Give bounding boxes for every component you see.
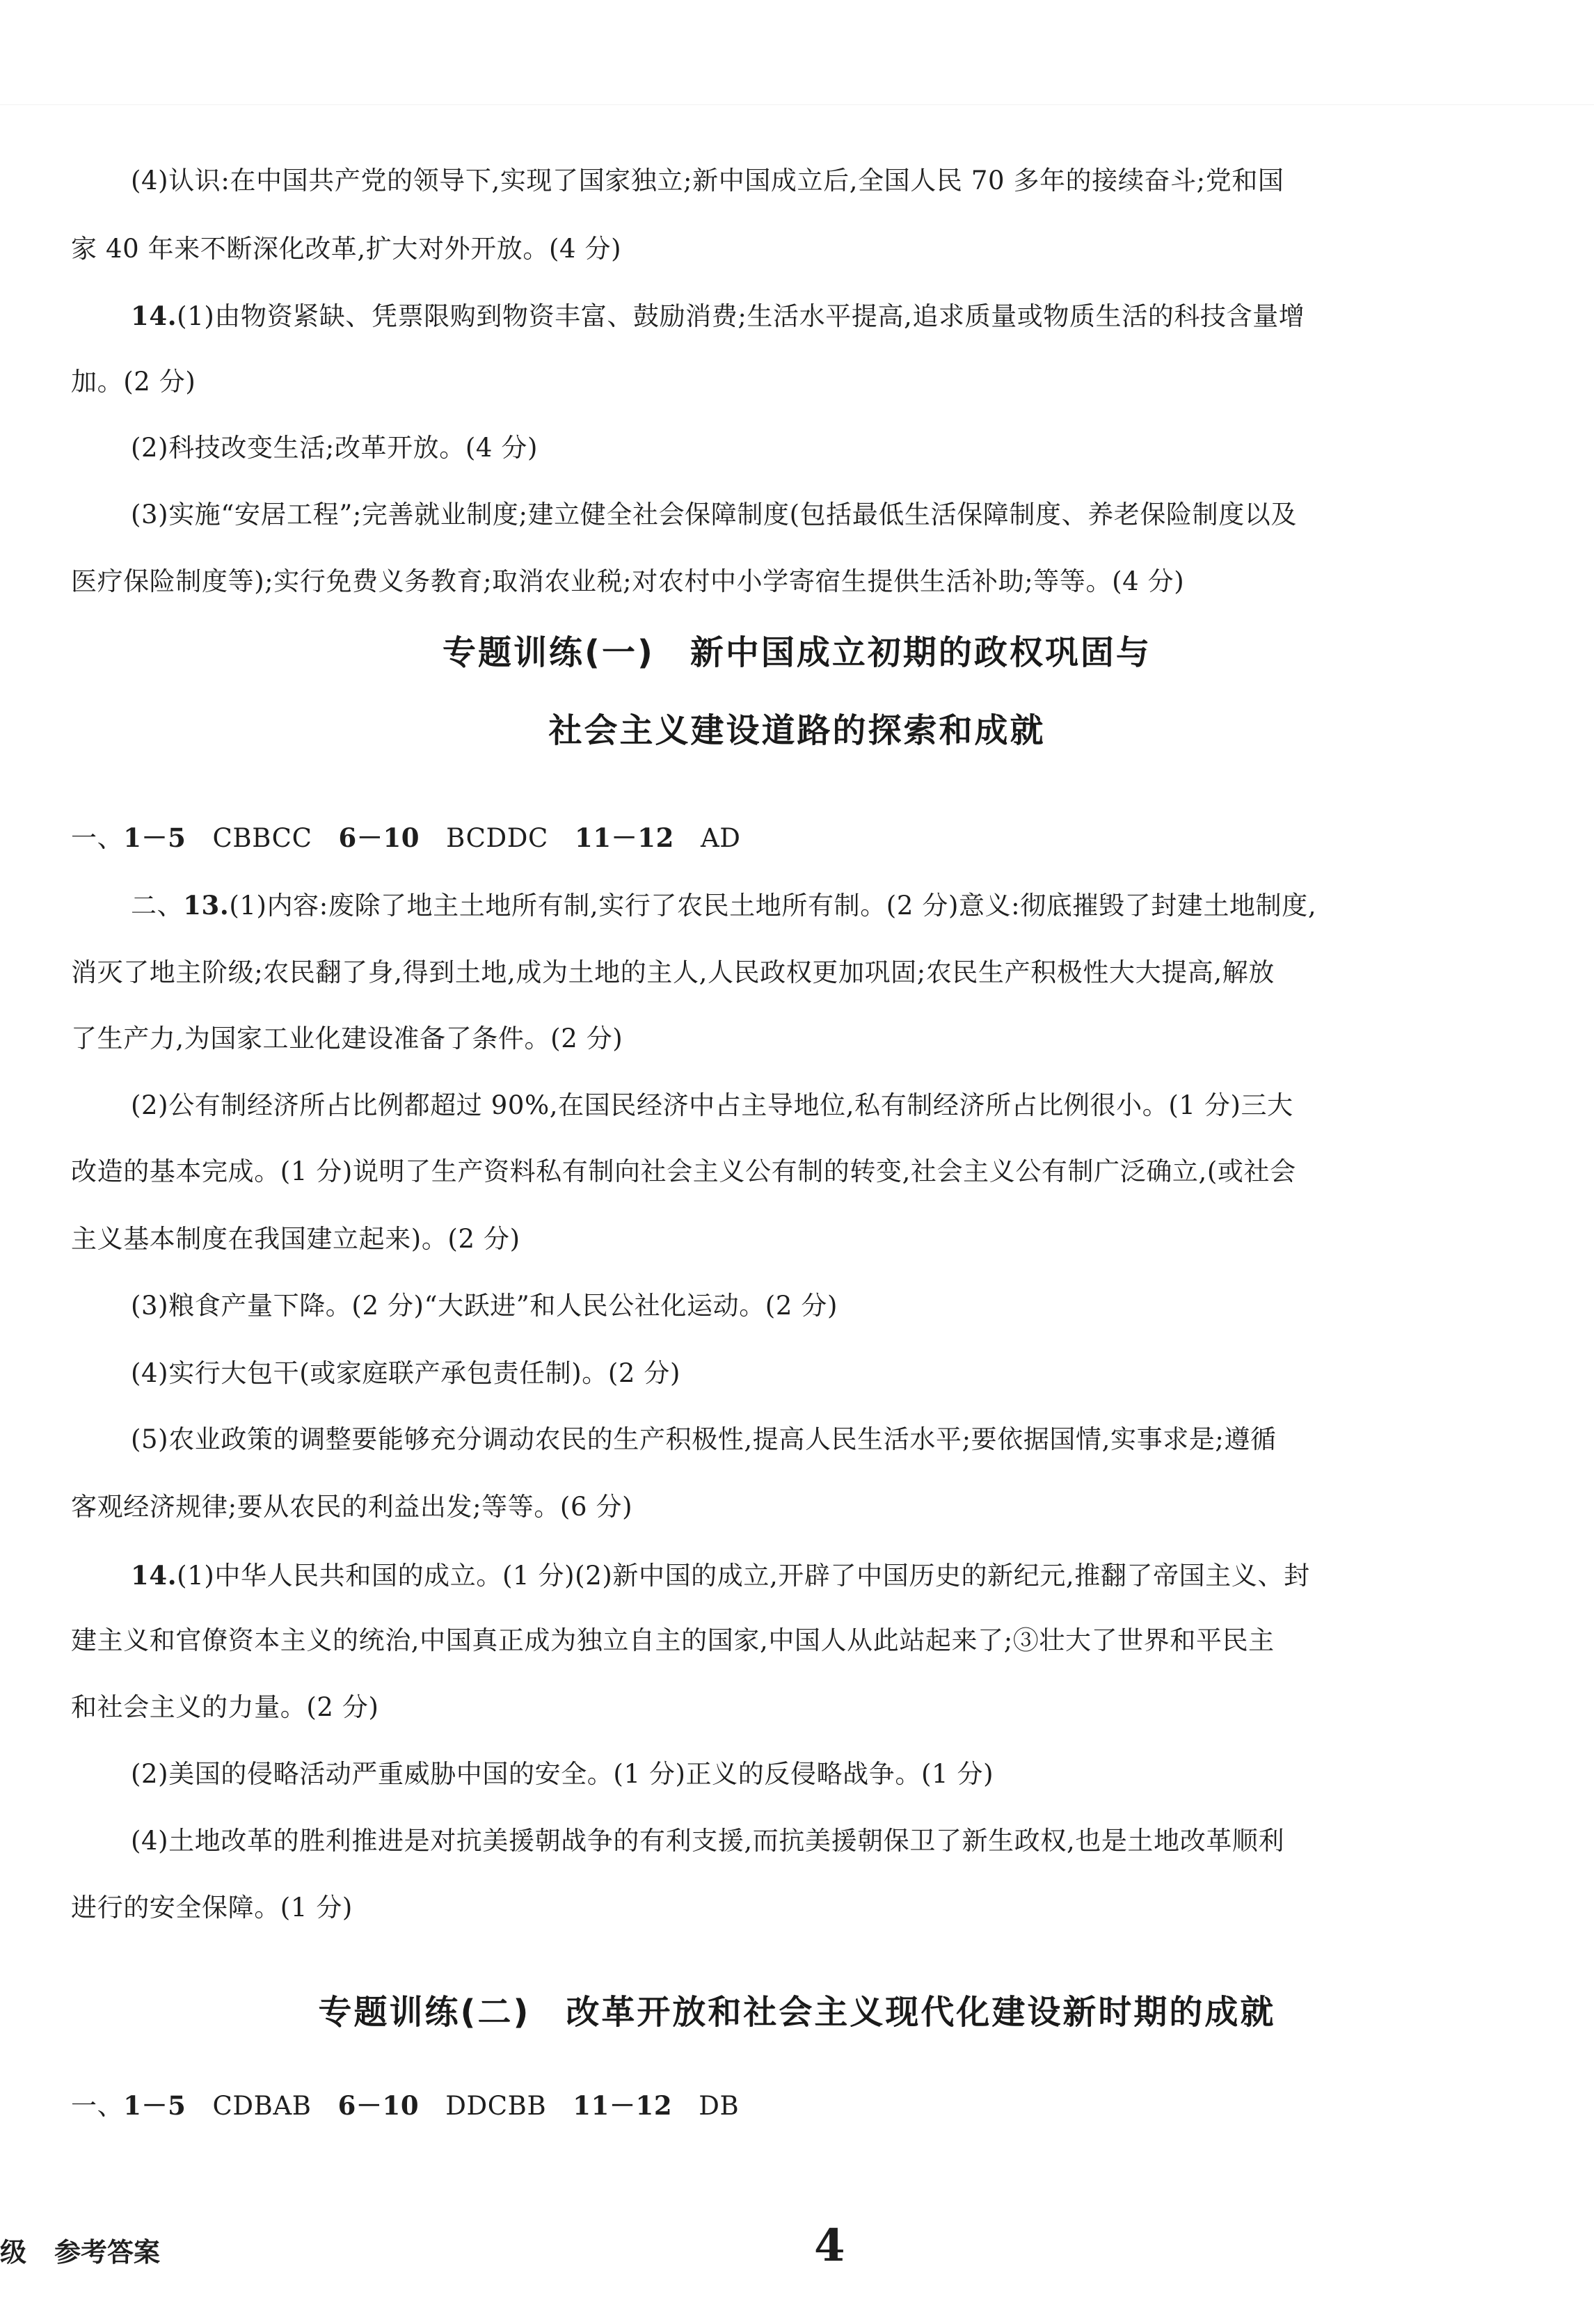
range-label: 11－12 [574, 822, 674, 853]
section-title: 专题训练(二) 改革开放和社会主义现代化建设新时期的成就 [318, 1993, 1276, 2032]
section-title: 社会主义建设道路的探索和成就 [548, 711, 1046, 750]
footer-title: 参考答案 [54, 2237, 161, 2268]
answer-line: (3)粮食产量下降。(2 分)“大跃进”和人民公社化运动。(2 分) [131, 1291, 838, 1321]
answer-line: 进行的安全保障。(1 分) [71, 1893, 353, 1923]
answer-line [0, 1559, 1594, 1593]
answer-line: 消灭了地主阶级;农民翻了身,得到土地,成为土地的主人,人民政权更加巩固;农民生产积极性大大提高,解放 [71, 957, 1275, 987]
answer-line: 和社会主义的力量。(2 分) [71, 1692, 379, 1722]
answer-text: (1)中华人民共和国的成立。(1 分)(2)新中国的成立,开辟了中国历史的新纪元,推翻了帝国主义、封 [177, 1561, 1310, 1591]
answer-line: 主义基本制度在我国建立起来)。(2 分) [71, 1224, 520, 1254]
answer-line: 加。(2 分) [71, 367, 196, 397]
answer-letters: CBBCC [212, 823, 312, 853]
range-label: 11－12 [573, 2090, 673, 2121]
part-prefix: 一、 [71, 2091, 124, 2121]
answer-line: (2)美国的侵略活动严重威胁中国的安全。(1 分)正义的反侵略战争。(1 分) [131, 1759, 994, 1789]
answer-letters: AD [700, 823, 741, 853]
answer-text: (1)由物资紧缺、凭票限购到物资丰富、鼓励消费;生活水平提高,追求质量或物质生活的科技含量增 [177, 301, 1305, 331]
range-label: 1－5 [123, 822, 186, 853]
range-label: 6－10 [337, 2090, 420, 2121]
footer-grade: 级 [0, 2237, 27, 2268]
answer-line [0, 299, 1594, 333]
part-prefix: 二、 [131, 891, 184, 921]
question-number: 14. [131, 1560, 177, 1591]
range-label: 6－10 [338, 822, 420, 853]
answer-line: (2)公有制经济所占比例都超过 90%,在国民经济中占主导地位,私有制经济所占比例很小。(1 分)三大 [131, 1090, 1293, 1120]
multiple-choice-answers [0, 2089, 1594, 2123]
section-title: 专题训练(一) 新中国成立初期的政权巩固与 [443, 633, 1151, 672]
answer-line: 客观经济规律;要从农民的利益出发;等等。(6 分) [71, 1492, 633, 1522]
answer-line: (5)农业政策的调整要能够充分调动农民的生产积极性,提高人民生活水平;要依据国情,实事求是;遵循 [131, 1424, 1277, 1454]
answer-line: 医疗保险制度等);实行免费义务教育;取消农业税;对农村中小学寄宿生提供生活补助;等等。(4 分) [71, 566, 1185, 596]
answer-line: 了生产力,为国家工业化建设准备了条件。(2 分) [71, 1024, 623, 1053]
top-divider [0, 104, 1594, 105]
answer-line [0, 889, 1594, 923]
answer-line: (4)认识:在中国共产党的领导下,实现了国家独立;新中国成立后,全国人民 70 多年的接续奋斗;党和国 [131, 166, 1284, 196]
answer-line: (4)土地改革的胜利推进是对抗美援朝战争的有利支援,而抗美援朝保卫了新生政权,也是土地改革顺利 [131, 1826, 1285, 1856]
answer-line: 家 40 年来不断深化改革,扩大对外开放。(4 分) [71, 234, 622, 264]
answer-letters: DB [699, 2091, 740, 2121]
range-label: 1－5 [123, 2090, 186, 2121]
answer-line: (4)实行大包干(或家庭联产承包责任制)。(2 分) [131, 1358, 681, 1388]
multiple-choice-answers [0, 821, 1594, 855]
answer-line: (3)实施“安居工程”;完善就业制度;建立健全社会保障制度(包括最低生活保障制度、养老保险制度以及 [131, 500, 1298, 530]
answer-letters: DDCBB [445, 2091, 547, 2121]
answer-letters: CDBAB [212, 2091, 312, 2121]
answer-line: (2)科技改变生活;改革开放。(4 分) [131, 433, 539, 463]
answer-letters: BCDDC [446, 823, 548, 853]
question-number: 14. [131, 301, 177, 331]
part-prefix: 一、 [71, 823, 124, 853]
footer-label [0, 2235, 160, 2270]
question-number: 13. [183, 890, 230, 921]
answer-line: 改造的基本完成。(1 分)说明了生产资料私有制向社会主义公有制的转变,社会主义公有制广泛确立,(或社会 [71, 1156, 1296, 1186]
page-number: 4 [814, 2220, 845, 2272]
answer-line: 建主义和官僚资本主义的统治,中国真正成为独立自主的国家,中国人从此站起来了;③壮大了世界和平民主 [71, 1625, 1275, 1655]
answer-text: (1)内容:废除了地主土地所有制,实行了农民土地所有制。(2 分)意义:彻底摧毁了封建土地制度, [229, 891, 1317, 921]
